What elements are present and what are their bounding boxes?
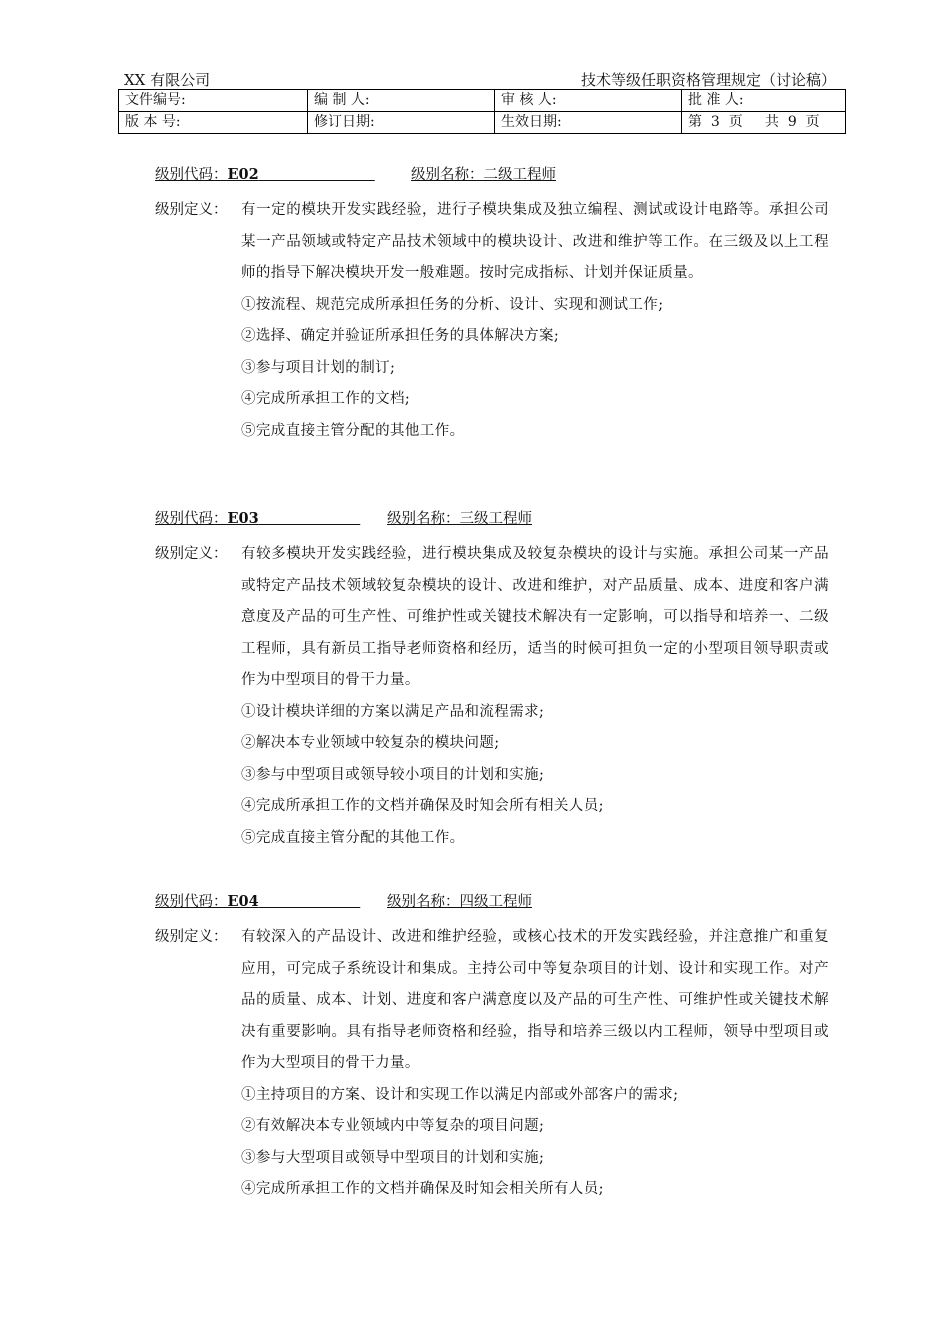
- document-title: 技术等级任职资格管理规定（讨论稿）: [580, 71, 836, 89]
- definition-text: 有一定的模块开发实践经验，进行子模块集成及独立编程、测试或设计电路等。承担公司某一产品领域或特定产品技术领域中的模块设计、改进和维护等工作。在三级及以上工程师的指导下解决模块开发一般难题。按时完成指标、计划并保证质量。: [241, 202, 829, 281]
- approver-cell: 批 准 人:: [682, 90, 846, 112]
- level-section-e04: [155, 890, 845, 1206]
- level-code: 级别代码：E02: [155, 166, 259, 183]
- level-code: 级别代码：E04: [155, 893, 259, 910]
- level-heading: [155, 507, 845, 531]
- duty-item: ④完成所承担工作的文档并确保及时知会所有相关人员;: [241, 798, 604, 814]
- page-header: [118, 70, 846, 90]
- duty-item: ①主持项目的方案、设计和实现工作以满足内部或外部客户的需求;: [241, 1086, 679, 1103]
- effective-date-cell: 生效日期:: [495, 112, 682, 134]
- level-section-e02: [155, 163, 845, 447]
- duty-item: ④完成所承担工作的文档;: [241, 391, 411, 407]
- level-definition: [155, 539, 845, 854]
- definition-label: 级别定义：: [155, 546, 228, 562]
- duty-item: ⑤完成直接主管分配的其他工作。: [241, 829, 465, 846]
- duty-item: ③参与项目计划的制订;: [241, 359, 396, 376]
- level-name: 级别名称：三级工程师: [387, 511, 532, 527]
- level-definition: [155, 195, 845, 447]
- company-name: XX 有限公司: [124, 71, 211, 89]
- duty-item: ②选择、确定并验证所承担任务的具体解决方案;: [241, 328, 560, 344]
- page-number-cell: 第 3 页 共 9 页: [682, 112, 846, 134]
- level-definition: [155, 922, 845, 1206]
- duty-item: ④完成所承担工作的文档并确保及时知会相关所有人员;: [241, 1181, 604, 1197]
- reviewer-cell: 审 核 人:: [495, 90, 682, 112]
- definition-label: 级别定义：: [155, 202, 228, 218]
- author-cell: 编 制 人:: [308, 90, 495, 112]
- document-meta-table: [118, 89, 846, 134]
- definition-text: 有较多模块开发实践经验，进行模块集成及较复杂模块的设计与实施。承担公司某一产品或特定产品技术领域较复杂模块的设计、改进和维护，对产品质量、成本、进度和客户满意度及产品的可生产性、可维护性或关键技术解决有一定影响，可以指导和培养一、二级工程师，具有新员工指导老师资格和经历，适当的时候可担负一定的小型项目领导职责或作为中型项目的骨干力量。: [241, 546, 829, 688]
- duty-item: ⑤完成直接主管分配的其他工作。: [241, 422, 465, 439]
- duty-item: ①设计模块详细的方案以满足产品和流程需求;: [241, 703, 545, 720]
- version-cell: 版 本 号:: [119, 112, 308, 134]
- duty-item: ②解决本专业领域中较复杂的模块问题;: [241, 735, 500, 751]
- duty-item: ③参与大型项目或领导中型项目的计划和实施;: [241, 1149, 545, 1166]
- level-section-e03: [155, 507, 845, 854]
- file-number-cell: 文件编号:: [119, 90, 308, 112]
- definition-text: 有较深入的产品设计、改进和维护经验，或核心技术的开发实践经验，并注意推广和重复应用，可完成子系统设计和集成。主持公司中等复杂项目的计划、设计和实现工作。对产品的质量、成本、计划、进度和客户满意度以及产品的可生产性、可维护性或关键技术解决有重要影响。具有指导老师资格和经验，指导和培养三级以内工程师，领导中型项目或作为大型项目的骨干力量。: [241, 929, 829, 1071]
- duty-item: ③参与中型项目或领导较小项目的计划和实施;: [241, 766, 545, 783]
- revision-date-cell: 修订日期:: [308, 112, 495, 134]
- duty-item: ①按流程、规范完成所承担任务的分析、设计、实现和测试工作;: [241, 296, 664, 313]
- meta-row: [119, 112, 846, 134]
- definition-label: 级别定义：: [155, 929, 228, 945]
- level-heading: [155, 890, 845, 914]
- level-heading: [155, 163, 845, 187]
- duty-item: ②有效解决本专业领域内中等复杂的项目问题;: [241, 1118, 545, 1134]
- meta-row: [119, 90, 846, 112]
- level-name: 级别名称：二级工程师: [411, 167, 556, 183]
- level-name: 级别名称：四级工程师: [387, 894, 532, 910]
- level-code: 级别代码：E03: [155, 510, 259, 527]
